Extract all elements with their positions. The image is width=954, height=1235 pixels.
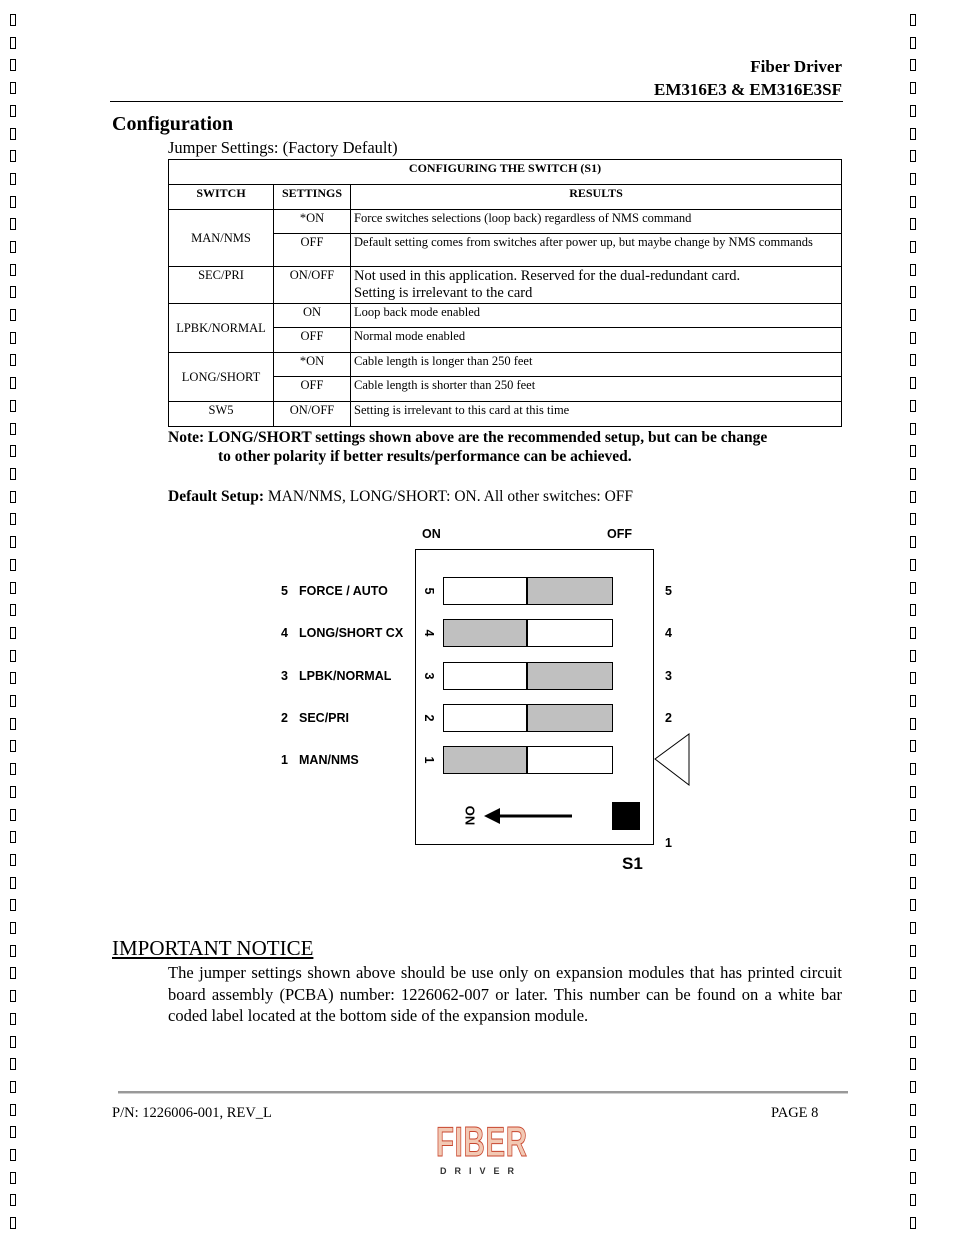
table-title: CONFIGURING THE SWITCH (S1) (169, 160, 842, 185)
binder-hole (910, 332, 916, 344)
binder-hole (910, 14, 916, 26)
switch-function-label: SEC/PRI (299, 711, 350, 725)
switch-number-right: 2 (665, 711, 672, 725)
switch-off-cell (527, 704, 613, 732)
binder-hole (910, 922, 916, 934)
binder-hole (910, 559, 916, 571)
binder-hole (10, 491, 16, 503)
binder-hole (910, 1013, 916, 1025)
result-cell: Cable length is longer than 250 feet (351, 353, 842, 377)
binder-hole (10, 1013, 16, 1025)
default-setup-label: Default Setup: (168, 488, 265, 505)
result-cell: Force switches selections (loop back) regardless of NMS command (351, 210, 842, 234)
binder-holes-right (910, 0, 920, 1235)
binder-hole (910, 786, 916, 798)
binder-hole (10, 1081, 16, 1093)
binder-hole (910, 672, 916, 684)
binder-hole (910, 899, 916, 911)
binder-hole (10, 513, 16, 525)
setting-cell: ON/OFF (274, 267, 351, 304)
binder-hole (10, 218, 16, 230)
binder-hole (10, 695, 16, 707)
section-title: Configuration (112, 113, 234, 135)
config-table (168, 159, 842, 427)
result-cell: Cable length is shorter than 250 feet (351, 377, 842, 402)
binder-hole (10, 899, 16, 911)
switch-off-cell (527, 662, 613, 690)
binder-hole (910, 1036, 916, 1048)
switch-number-left: 2 (281, 711, 288, 725)
binder-hole (910, 128, 916, 140)
switch-number-left: 3 (281, 669, 288, 683)
binder-hole (910, 718, 916, 730)
arrow-left-icon (482, 804, 577, 828)
binder-hole (10, 82, 16, 94)
binder-hole (910, 854, 916, 866)
switch-function-label: LONG/SHORT CX (299, 626, 404, 640)
binder-hole (910, 286, 916, 298)
binder-hole (10, 672, 16, 684)
binder-hole (10, 582, 16, 594)
binder-hole (10, 468, 16, 480)
binder-hole (10, 1036, 16, 1048)
result-line: Setting is irrelevant to the card (354, 285, 533, 301)
binder-hole (10, 1104, 16, 1116)
binder-hole (910, 264, 916, 276)
switch-cell: LPBK/NORMAL (169, 304, 274, 353)
binder-hole (910, 582, 916, 594)
switch-number-rotated: 2 (422, 714, 436, 722)
binder-hole (10, 1126, 16, 1138)
switch-cell: SW5 (169, 402, 274, 427)
binder-hole (10, 1217, 16, 1229)
switch-number-rotated: 1 (422, 756, 436, 764)
binder-hole (910, 513, 916, 525)
switch-number-left: 1 (281, 753, 288, 767)
binder-hole (910, 241, 916, 253)
logo-sub: DRIVER (440, 1166, 523, 1176)
binder-hole (910, 1058, 916, 1070)
binder-hole (10, 945, 16, 957)
binder-hole (10, 173, 16, 185)
header-model: EM316E3 & EM316E3SF (654, 80, 842, 99)
binder-hole (10, 377, 16, 389)
binder-hole (910, 990, 916, 1002)
binder-hole (910, 196, 916, 208)
binder-hole (910, 945, 916, 957)
binder-hole (910, 377, 916, 389)
binder-hole (10, 196, 16, 208)
binder-hole (910, 59, 916, 71)
switch-function-label: MAN/NMS (299, 753, 359, 767)
notice-text: The jumper settings shown above should be use only on expansion modules that has printed circuit board assembly (PCBA) number: 1226062-007 or later. This number can be found on a white bar coded label located at the bottom side of the expansion module. (168, 963, 842, 1025)
switch-on-cell (443, 662, 527, 690)
switch-on-cell (443, 746, 527, 774)
pin1-label: 1 (665, 836, 672, 850)
binder-hole (10, 604, 16, 616)
col-header-settings: SETTINGS (274, 185, 351, 210)
binder-hole (910, 763, 916, 775)
default-setup-text: MAN/NMS, LONG/SHORT: ON. All other switches: OFF (264, 488, 634, 505)
binder-hole (910, 1104, 916, 1116)
switch-number-left: 5 (281, 584, 288, 598)
binder-hole (910, 627, 916, 639)
binder-hole (10, 37, 16, 49)
setting-cell: OFF (274, 234, 351, 267)
binder-hole (910, 491, 916, 503)
table-row (169, 267, 842, 304)
binder-hole (10, 59, 16, 71)
binder-hole (10, 922, 16, 934)
binder-hole (910, 536, 916, 548)
switch-name-label: S1 (622, 854, 643, 873)
binder-hole (910, 82, 916, 94)
logo-word: FIBER (436, 1118, 528, 1165)
binder-hole (10, 627, 16, 639)
arrow-on-label: ON (462, 805, 478, 826)
binder-hole (910, 1217, 916, 1229)
binder-hole (910, 218, 916, 230)
switch-number-left: 4 (281, 626, 288, 640)
table-row (169, 304, 842, 328)
binder-hole (910, 1149, 916, 1161)
binder-hole (910, 105, 916, 117)
result-cell: Normal mode enabled (351, 328, 842, 353)
setting-cell: OFF (274, 377, 351, 402)
switch-off-cell (527, 577, 613, 605)
switch-cell: MAN/NMS (169, 210, 274, 267)
binder-hole (910, 1172, 916, 1184)
result-cell: Setting is irrelevant to this card at this time (351, 402, 842, 427)
binder-hole (10, 241, 16, 253)
binder-hole (910, 809, 916, 821)
col-header-results: RESULTS (351, 185, 842, 210)
binder-hole (910, 695, 916, 707)
binder-hole (10, 763, 16, 775)
binder-hole (10, 559, 16, 571)
footer-part-number: P/N: 1226006-001, REV_L (112, 1105, 272, 1121)
binder-hole (10, 877, 16, 889)
binder-hole (910, 877, 916, 889)
binder-hole (10, 650, 16, 662)
default-setup (168, 488, 633, 506)
binder-hole (910, 423, 916, 435)
binder-hole (10, 264, 16, 276)
result-cell: Default setting comes from switches after power up, but maybe change by NMS commands (351, 234, 842, 267)
binder-hole (910, 650, 916, 662)
binder-hole (910, 604, 916, 616)
table-row (169, 353, 842, 377)
binder-hole (10, 1149, 16, 1161)
binder-hole (10, 354, 16, 366)
binder-hole (10, 400, 16, 412)
binder-hole (10, 990, 16, 1002)
switch-on-cell (443, 619, 527, 647)
result-cell (351, 267, 842, 304)
binder-hole (910, 831, 916, 843)
binder-hole (10, 809, 16, 821)
switch-number-right: 5 (665, 584, 672, 598)
switch-off-cell (527, 746, 613, 774)
binder-hole (910, 173, 916, 185)
switch-number-right: 3 (665, 669, 672, 683)
table-row (169, 402, 842, 427)
binder-hole (910, 468, 916, 480)
result-cell: Loop back mode enabled (351, 304, 842, 328)
binder-hole (10, 1194, 16, 1206)
binder-hole (10, 423, 16, 435)
binder-hole (10, 831, 16, 843)
setting-cell: *ON (274, 210, 351, 234)
binder-hole (10, 536, 16, 548)
binder-hole (10, 105, 16, 117)
setting-cell: OFF (274, 328, 351, 353)
binder-hole (10, 286, 16, 298)
binder-hole (10, 150, 16, 162)
binder-hole (910, 400, 916, 412)
binder-hole (910, 967, 916, 979)
setting-cell: *ON (274, 353, 351, 377)
switch-cell: LONG/SHORT (169, 353, 274, 402)
switch-on-cell (443, 704, 527, 732)
notice-title: IMPORTANT NOTICE (112, 936, 314, 960)
binder-hole (910, 1081, 916, 1093)
binder-hole (10, 309, 16, 321)
col-header-switch: SWITCH (169, 185, 274, 210)
binder-hole (910, 740, 916, 752)
switch-marker-square (612, 802, 640, 830)
switch-cell: SEC/PRI (169, 267, 274, 304)
footer-page: PAGE 8 (771, 1105, 819, 1121)
binder-hole (10, 1172, 16, 1184)
binder-holes-left (10, 0, 20, 1235)
binder-hole (10, 718, 16, 730)
binder-hole (910, 1194, 916, 1206)
switch-on-cell (443, 577, 527, 605)
fiber-driver-logo (436, 1118, 528, 1180)
switch-off-cell (527, 619, 613, 647)
table-row (169, 210, 842, 234)
result-line: Not used in this application. Reserved for the dual-redundant card. (354, 268, 741, 284)
binder-hole (10, 1058, 16, 1070)
header-product: Fiber Driver (750, 57, 842, 76)
binder-hole (10, 14, 16, 26)
binder-hole (10, 786, 16, 798)
binder-hole (10, 128, 16, 140)
binder-hole (910, 1126, 916, 1138)
switch-number-rotated: 3 (422, 672, 436, 680)
setting-cell: ON (274, 304, 351, 328)
binder-hole (910, 37, 916, 49)
off-column-label: OFF (607, 527, 632, 541)
binder-hole (910, 445, 916, 457)
switch-number-rotated: 4 (422, 629, 436, 637)
switch-function-label: LPBK/NORMAL (299, 669, 392, 683)
binder-hole (910, 150, 916, 162)
switch-number-rotated: 5 (422, 587, 436, 595)
note-line-2: to other polarity if better results/performance can be achieved. (218, 448, 632, 465)
switch-function-label: FORCE / AUTO (299, 584, 388, 598)
switch-number-right: 4 (665, 626, 672, 640)
note-line-1: Note: LONG/SHORT settings shown above are the recommended setup, but can be change (168, 429, 768, 446)
setting-cell: ON/OFF (274, 402, 351, 427)
binder-hole (10, 967, 16, 979)
binder-hole (910, 309, 916, 321)
on-column-label: ON (422, 527, 441, 541)
footer-rule (118, 1091, 848, 1094)
header-rule (110, 101, 843, 102)
binder-hole (10, 740, 16, 752)
subtitle: Jumper Settings: (Factory Default) (168, 138, 398, 157)
binder-hole (10, 332, 16, 344)
pin1-triangle-icon (652, 732, 692, 788)
binder-hole (10, 445, 16, 457)
binder-hole (10, 854, 16, 866)
binder-hole (910, 354, 916, 366)
